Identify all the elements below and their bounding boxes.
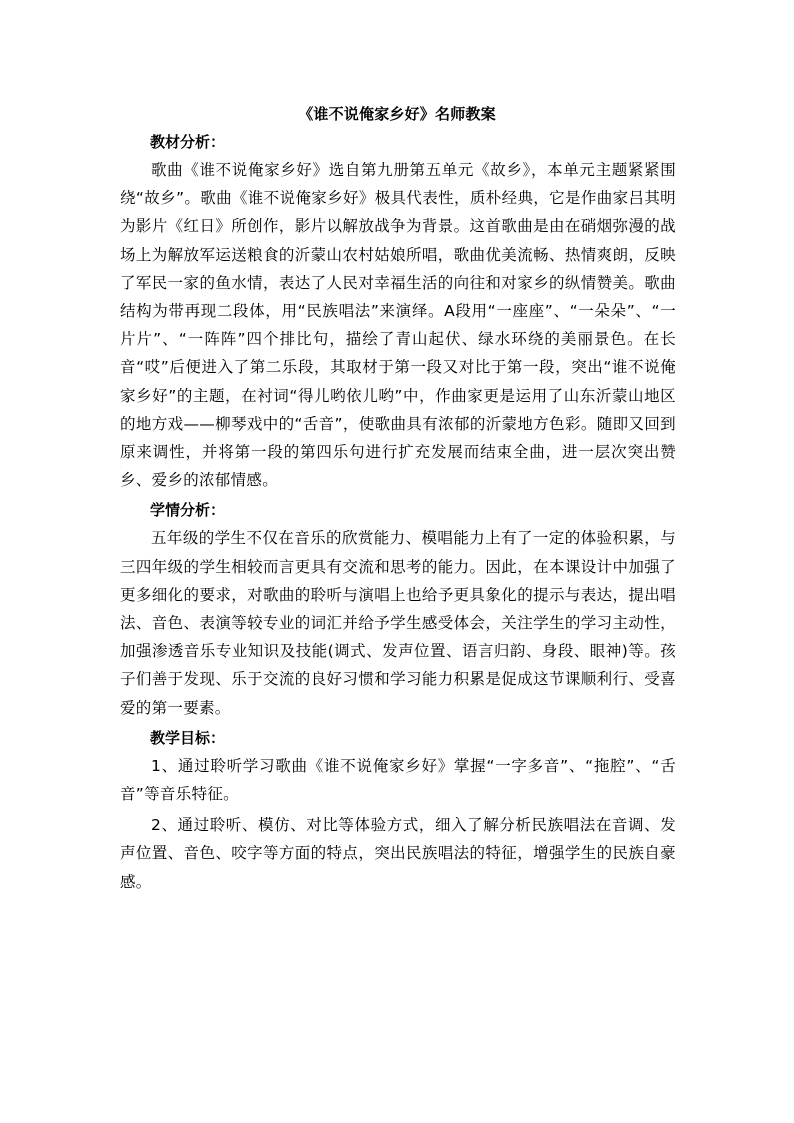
section-heading-textbook-analysis: 教材分析： xyxy=(150,133,226,151)
section-heading-teaching-goals: 教学目标： xyxy=(150,728,226,747)
teaching-goal-item: 1、通过聆听学习歌曲《谁不说俺家乡好》掌握“一字多音”、“拖腔”、“舌音”等音乐特征。 xyxy=(120,756,676,804)
teaching-goal-item: 2、通过聆听、模仿、对比等体验方式，细入了解分析民族唱法在音调、发声位置、音色、咬字等方面的特点，突出民族唱法的特征，增强学生的民族自豪感。 xyxy=(120,816,676,891)
textbook-analysis-paragraph: 歌曲《谁不说俺家乡好》选自第九册第五单元《故乡》，本单元主题紧紧围绕“故乡”。歌曲《谁不说俺家乡好》极具代表性，质朴经典，它是作曲家吕其明为影片《红日》所创作，影片以解放战争为背景。这首歌曲是由在硝烟弥漫的战场上为解放军运送粮食的沂蒙山农村姑娘所唱，歌曲优美流畅、热情爽朗，反映了军民一家的鱼水情，表达了人民对幸福生活的向往和对家乡的纵情赞美。歌曲结构为带再现二段体，用“民族唱法”来演绎。A段用“一座座”、“一朵朵”、“一片片”、“一阵阵”四个排比句，描绘了青山起伏、绿水环绕的美丽景色。在长音“哎”后便进入了第二乐段，其取材于第一段又对比于第一段，突出“谁不说俺家乡好”的主题，在衬词“得儿哟依儿哟”中，作曲家更是运用了山东沂蒙山地区的地方戏——柳琴戏中的“舌音”，使歌曲具有浓郁的沂蒙地方色彩。随即又回到原来调性，并将第一段的第四乐句进行扩充发展而结束全曲，进一层次突出赞乡、爱乡的浓郁情感。 xyxy=(120,161,676,490)
section-heading-student-analysis: 学情分析： xyxy=(150,501,226,520)
document-body xyxy=(120,128,676,896)
page-title: 《谁不说俺家乡好》名师教案 xyxy=(298,105,496,123)
student-analysis-paragraph: 五年级的学生不仅在音乐的欣赏能力、模唱能力上有了一定的体验积累，与三四年级的学生相较而言更具有交流和思考的能力。因此，在本课设计中加强了更多细化的要求，对歌曲的聆听与演唱上也给予更具象化的提示与表达，提出唱法、音色、表演等较专业的词汇并给予学生感受体会，关注学生的学习主动性，加强渗透音乐专业知识及技能(调式、发声位置、语言归韵、身段、眼神)等。孩子们善于发现、乐于交流的良好习惯和学习能力积累是促成这节课顺利行、受喜爱的第一要素。 xyxy=(120,529,676,717)
